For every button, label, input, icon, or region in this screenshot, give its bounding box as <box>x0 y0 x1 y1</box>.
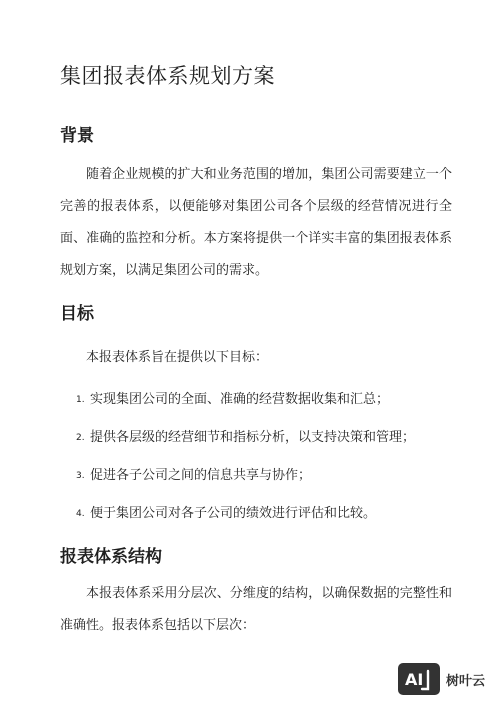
brand-logo-icon <box>398 663 440 695</box>
document-title: 集团报表体系规划方案 <box>60 64 275 88</box>
list-text: 实现集团公司的全面、准确的经营数据收集和汇总； <box>90 392 390 407</box>
brand-logo-graphic <box>398 663 440 695</box>
list-number: 3. <box>76 471 85 481</box>
section-heading-structure: 报表体系结构 <box>60 547 162 567</box>
list-number: 2. <box>76 433 85 443</box>
watermark <box>398 662 485 696</box>
list-text: 提供各层级的经营细节和指标分析，以支持决策和管理； <box>90 430 416 445</box>
background-paragraph: 随着企业规模的扩大和业务范围的增加，集团公司需要建立一个完善的报表体系，以便能够对集团公司各个层级的经营情况进行全面、准确的监控和分析。本方案将提供一个详实丰富的集团报表体系规划方案，以满足集团公司的需求。 <box>60 167 452 278</box>
section-heading-goals: 目标 <box>60 304 94 324</box>
list-text: 便于集团公司对各子公司的绩效进行评估和比较。 <box>90 506 377 521</box>
goal-list-item <box>76 426 415 445</box>
structure-paragraph: 本报表体系采用分层次、分维度的结构，以确保数据的完整性和准确性。报表体系包括以下层次： <box>60 586 452 633</box>
list-number: 1. <box>76 395 85 405</box>
list-text: 促进各子公司之间的信息共享与协作； <box>90 468 312 483</box>
section-heading-background: 背景 <box>60 126 94 146</box>
list-number: 4. <box>76 509 85 519</box>
goals-intro: 本报表体系旨在提供以下目标： <box>86 350 269 365</box>
goal-list-item <box>76 502 376 521</box>
goal-list-item <box>76 464 311 483</box>
goal-list-item <box>76 388 389 407</box>
brand-name: 树叶云 <box>446 673 486 689</box>
brand-logo-text: AI <box>405 670 424 689</box>
